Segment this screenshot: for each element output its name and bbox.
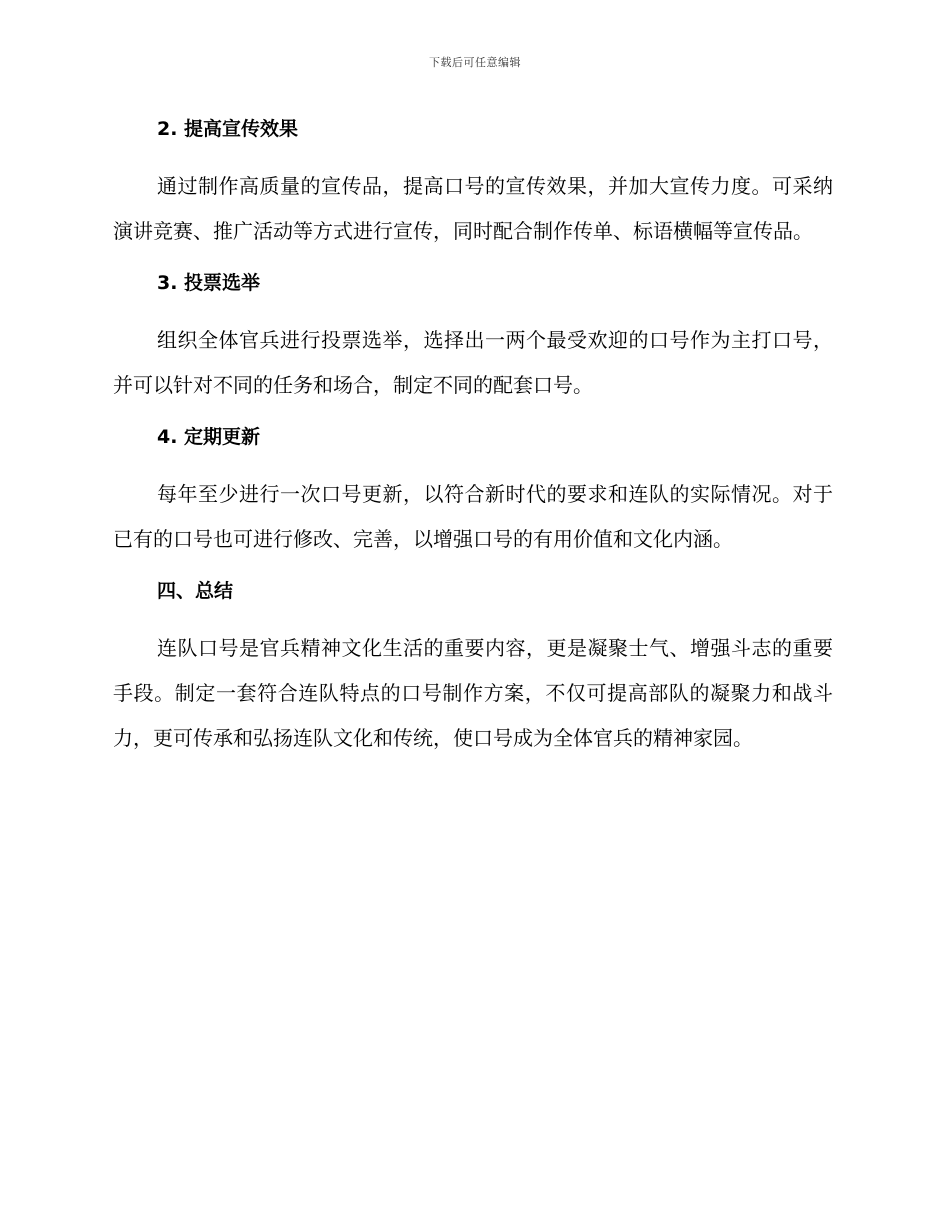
section-heading-update: 4. 定期更新 <box>157 426 261 448</box>
section-body-publicity: 通过制作高质量的宣传品，提高口号的宣传效果，并加大宣传力度。可采纳演讲竞赛、推广活动等方式进行宣传，同时配合制作传单、标语横幅等宣传品。 <box>113 174 833 243</box>
section-body-update: 每年至少进行一次口号更新，以符合新时代的要求和连队的实际情况。对于已有的口号也可进行修改、完善，以增强口号的有用价值和文化内涵。 <box>113 482 833 551</box>
section-heading-voting: 3. 投票选举 <box>157 272 261 294</box>
section-body-summary: 连队口号是官兵精神文化生活的重要内容，更是凝聚士气、增强斗志的重要手段。制定一套符合连队特点的口号制作方案，不仅可提高部队的凝聚力和战斗力，更可传承和弘扬连队文化和传统，使口号成为全体官兵的精神家园。 <box>113 636 833 750</box>
document-body <box>113 112 833 773</box>
section-heading-publicity: 2. 提高宣传效果 <box>157 118 299 140</box>
page-header: 下载后可任意编辑 <box>429 56 521 69</box>
section-heading-summary: 四、总结 <box>157 580 234 602</box>
section-body-voting: 组织全体官兵进行投票选举，选择出一两个最受欢迎的口号作为主打口号，并可以针对不同的任务和场合，制定不同的配套口号。 <box>113 328 833 397</box>
